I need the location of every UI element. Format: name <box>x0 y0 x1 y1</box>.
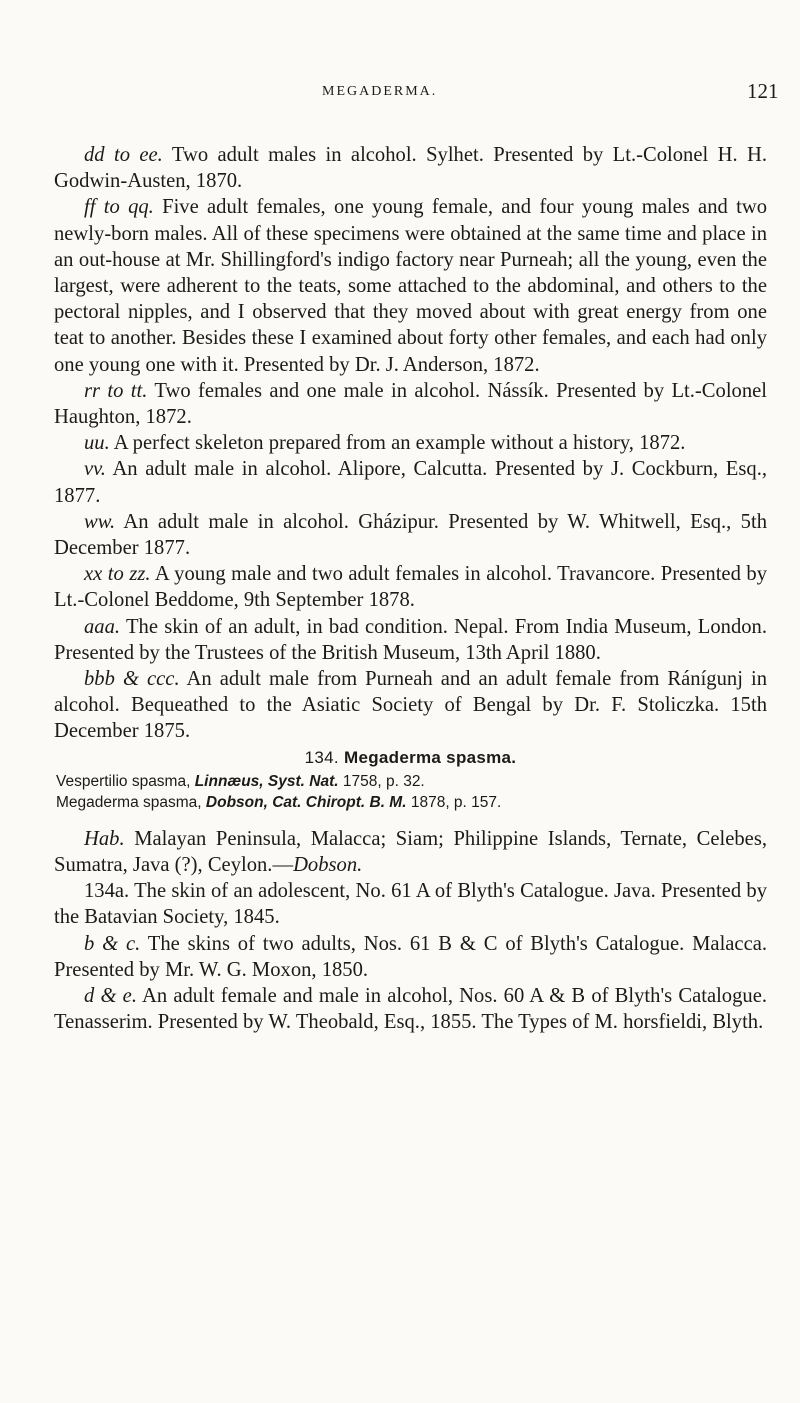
specimen-entry <box>54 561 767 613</box>
specimen-entry <box>54 194 767 377</box>
specimen-text: Two females and one male in alcohol. Nássík. Presented by Lt.-Colonel Haughton, 1872. <box>54 379 767 429</box>
running-title: MEGADERMA. <box>322 84 438 99</box>
page-body <box>54 142 767 1036</box>
specimen-entry <box>54 509 767 561</box>
specimen-label: d & e. <box>84 985 137 1008</box>
specimen-label: uu. <box>84 432 110 455</box>
specimen-text: Two adult males in alcohol. Sylhet. Presented by Lt.-Colonel H. H. Godwin-Austen, 1870. <box>54 144 768 193</box>
habitat-label: Hab. <box>84 827 125 850</box>
specimen-label: bbb & ccc. <box>84 668 180 691</box>
page-number: 121 <box>747 79 779 103</box>
synonym-reference: 1878, p. 157. <box>406 793 502 811</box>
specimen-label: dd to ee. <box>84 144 163 166</box>
synonym-entry <box>54 792 767 813</box>
species-heading <box>54 745 767 771</box>
specimen-label: b & c. <box>84 932 141 955</box>
specimen-entry <box>54 456 767 508</box>
specimen-label: xx to zz. <box>84 563 151 586</box>
synonym-name: Vespertilio spasma, <box>56 772 195 790</box>
specimen-text: The skin of an adult, in bad condition. Nepal. From India Museum, London. Presented by the Trustees of the British Museum, 13th April 1880. <box>54 615 767 664</box>
specimen-text: An adult male in alcohol. Alipore, Calcutta. Presented by J. Cockburn, Esq., 1877. <box>54 458 767 507</box>
specimen-text: A young male and two adult females in alcohol. Travancore. Presented by Lt.-Colonel Beddome, 9th September 1878. <box>54 563 767 612</box>
specimen-entry <box>54 142 767 194</box>
synonym-authority: Linnæus, Syst. Nat. <box>194 772 339 790</box>
specimen-text: A perfect skeleton prepared from an example without a history, 1872. <box>109 432 686 455</box>
specimen-entry <box>54 878 767 930</box>
specimen-label: ww. <box>84 510 116 533</box>
specimen-entry <box>54 614 767 666</box>
specimen-text: An adult male from Purneah and an adult female from Ránígunj in alcohol. Bequeathed to the Asiatic Society of Bengal by Dr. F. Stoliczka. 15th December 1875. <box>54 668 768 743</box>
synonym-reference: 1758, p. 32. <box>338 772 425 790</box>
habitat-paragraph <box>54 826 767 878</box>
specimen-label: aaa. <box>84 615 121 638</box>
specimen-entry <box>54 931 767 983</box>
specimen-text: Five adult females, one young female, and four young males and two newly-born males. All of these specimens were obtained at the same time and place in an out-house at Mr. Shillingford's indigo factory near Purneah; all the young, even the largest, were adherent to the teats, some attached to the abdominal, and others to the pectoral nipples, and I observed that they moved about with great energy from one teat to another. Besides these I examined about forty other females, and each had only one young one with it. Presented by Dr. J. Anderson, 1872. <box>54 196 767 376</box>
specimen-label: 134a. <box>84 880 130 903</box>
specimen-text: An adult female and male in alcohol, Nos. 60 A & B of Blyth's Catalogue. Tenasserim. Presented by W. Theobald, Esq., 1855. The Types of M. horsfieldi, Blyth. <box>54 985 767 1034</box>
synonym-authority: Dobson, Cat. Chiropt. B. M. <box>205 793 407 811</box>
specimen-text: An adult male in alcohol. Gházipur. Presented by W. Whitwell, Esq., 5th December 1877. <box>54 510 767 560</box>
specimen-text: The skin of an adolescent, No. 61 A of Blyth's Catalogue. Java. Presented by the Batavian Society, 1845. <box>54 880 767 929</box>
specimen-list-after <box>54 878 767 1035</box>
specimen-entry <box>54 430 767 456</box>
specimen-entry <box>54 378 767 430</box>
specimen-entry <box>54 666 767 745</box>
specimen-label: ff to qq. <box>84 196 154 219</box>
specimen-entry <box>54 983 767 1035</box>
specimen-list-before <box>54 142 767 745</box>
species-name: Megaderma spasma. <box>343 747 517 767</box>
habitat-authority: Dobson. <box>293 854 363 877</box>
habitat-text: Malayan Peninsula, Malacca; Siam; Philippine Islands, Ternate, Celebes, Sumatra, Java (?), Ceylon.— <box>54 827 767 877</box>
synonymy-list <box>54 771 767 813</box>
synonym-name: Megaderma spasma, <box>56 793 206 811</box>
specimen-label: vv. <box>84 458 106 481</box>
specimen-text: The skins of two adults, Nos. 61 B & C of Blyth's Catalogue. Malacca. Presented by Mr. W. G. Moxon, 1850. <box>54 932 768 981</box>
specimen-label: rr to tt. <box>84 379 148 402</box>
synonym-entry <box>54 771 767 792</box>
species-number: 134. <box>304 747 339 767</box>
